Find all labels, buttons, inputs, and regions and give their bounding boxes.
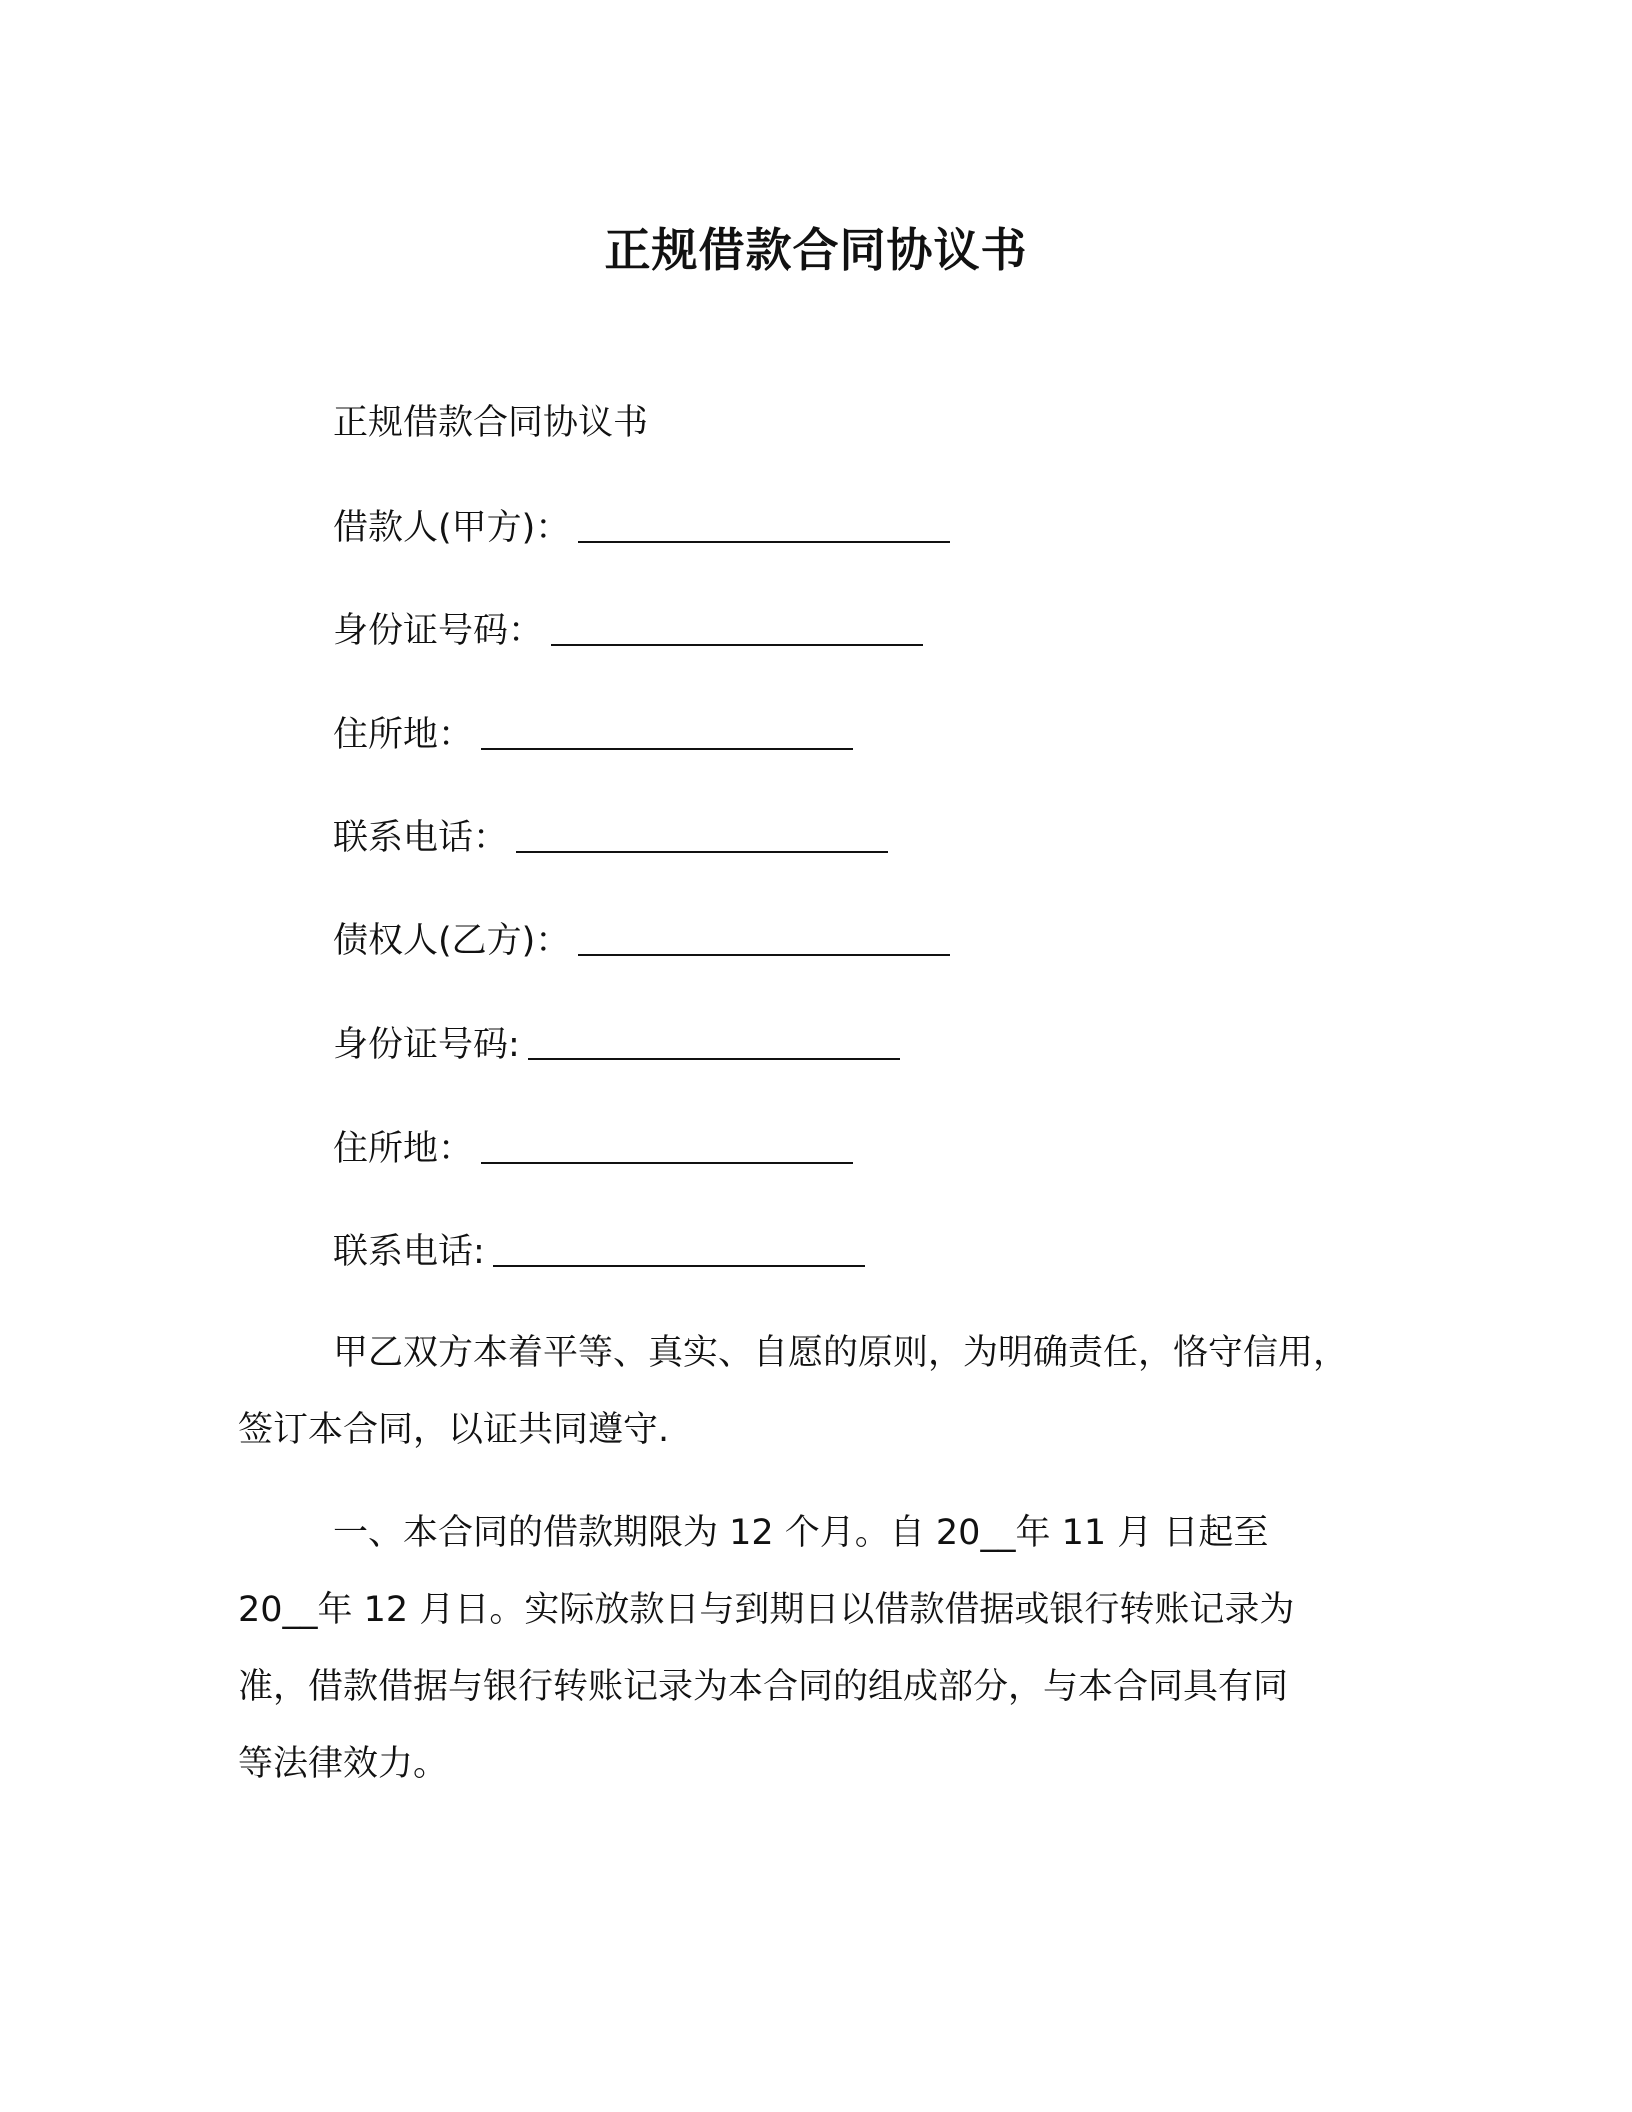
field-borrower	[333, 503, 950, 551]
field-label: 债权人(乙方)：	[333, 921, 571, 961]
fill-in-blank[interactable]	[481, 714, 853, 750]
clause-1-line-1: 一、本合同的借款期限为 12 个月。自 20__年 11 月 日起至	[333, 1513, 1269, 1553]
field-label: 住所地：	[333, 715, 474, 755]
field-label: 身份证号码:	[333, 1025, 520, 1065]
field-label: 住所地：	[333, 1129, 474, 1169]
field-label: 借款人(甲方)：	[333, 508, 571, 548]
fill-in-blank[interactable]	[516, 817, 888, 853]
preamble-line-2: 签订本合同，以证共同遵守.	[238, 1410, 670, 1450]
field-borrower-id	[333, 606, 923, 654]
fill-in-blank[interactable]	[528, 1024, 900, 1060]
field-creditor-id	[333, 1020, 900, 1068]
fill-in-blank[interactable]	[493, 1231, 865, 1267]
fill-in-blank[interactable]	[578, 507, 950, 543]
preamble-line-1: 甲乙双方本着平等、真实、自愿的原则，为明确责任，恪守信用，	[333, 1333, 1349, 1373]
fill-in-blank[interactable]	[551, 610, 923, 646]
field-creditor-phone	[333, 1227, 865, 1275]
fill-in-blank[interactable]	[481, 1128, 853, 1164]
field-creditor-address	[333, 1124, 853, 1172]
field-label: 身份证号码：	[333, 611, 544, 651]
clause-1-line-2: 20__年 12 月日。实际放款日与到期日以借款借据或银行转账记录为	[238, 1590, 1295, 1630]
clause-1-line-3: 准，借款借据与银行转账记录为本合同的组成部分，与本合同具有同	[238, 1667, 1289, 1707]
field-creditor	[333, 916, 950, 964]
document-title: 正规借款合同协议书	[604, 223, 1028, 277]
field-label: 联系电话：	[333, 818, 509, 858]
document-subtitle: 正规借款合同协议书	[333, 403, 649, 443]
field-borrower-phone	[333, 813, 888, 861]
clause-1-line-4: 等法律效力。	[238, 1744, 449, 1784]
fill-in-blank[interactable]	[578, 920, 950, 956]
field-label: 联系电话:	[333, 1232, 485, 1272]
field-borrower-address	[333, 710, 853, 758]
